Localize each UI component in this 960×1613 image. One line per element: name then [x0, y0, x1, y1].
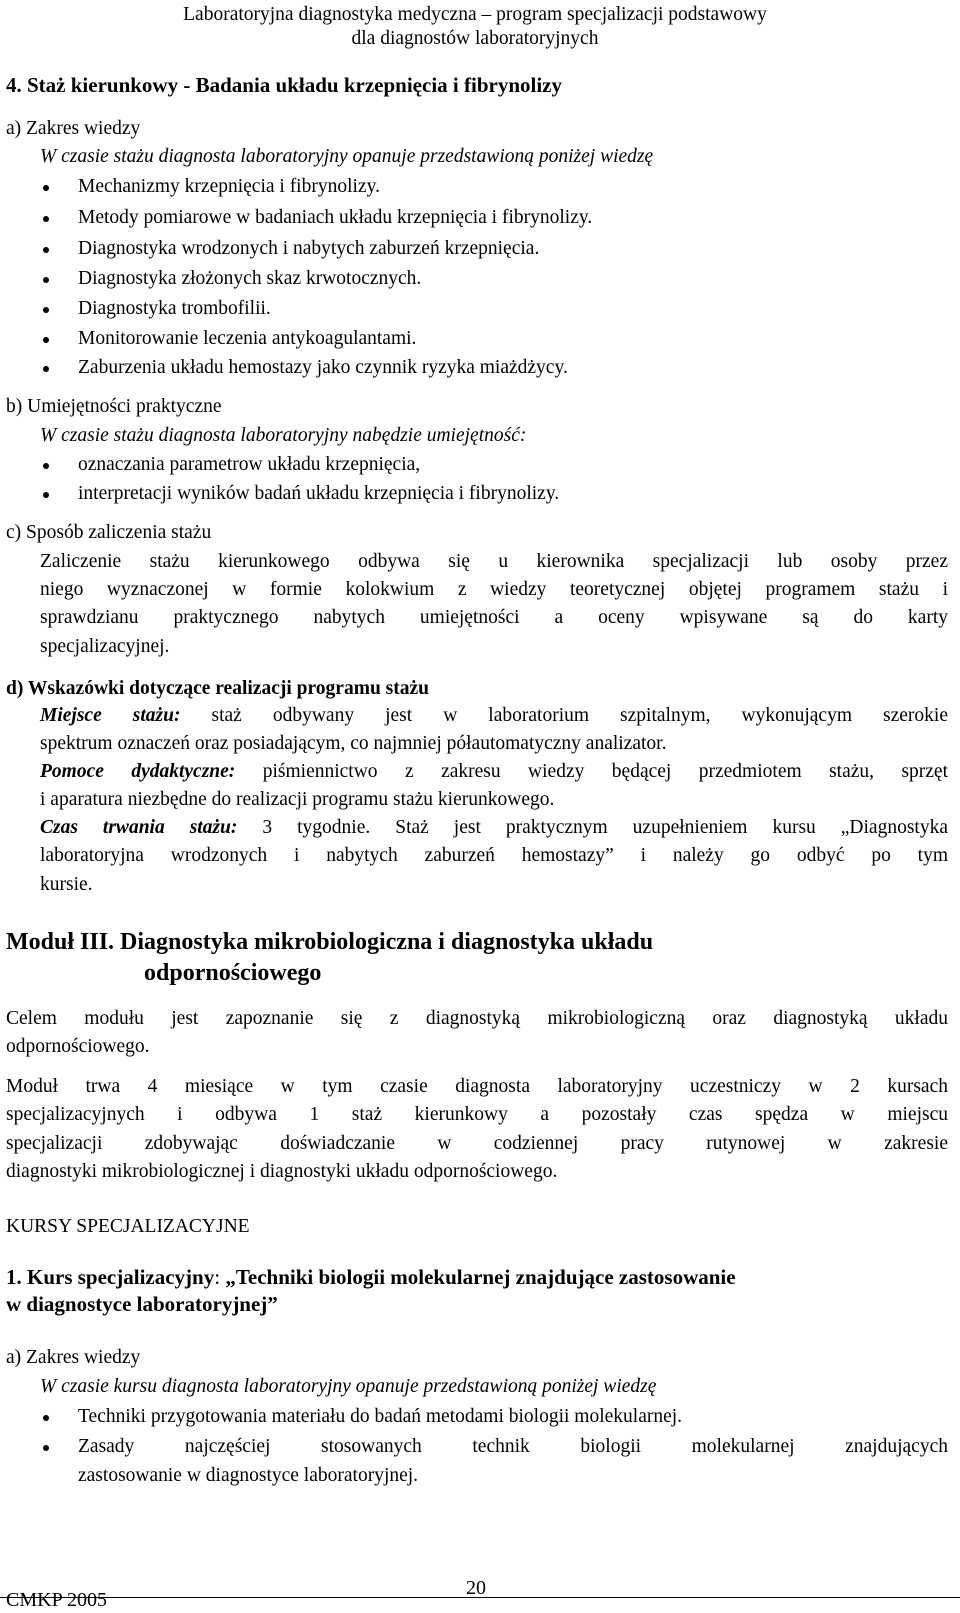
- course-intro-a: W czasie kursu diagnosta laboratoryjny opanuje przedstawioną poniżej wiedzę: [40, 1376, 657, 1397]
- place-text: staż odbywany jest w laboratorium szpitalnym, wykonującym szerokie: [211, 705, 948, 726]
- bullet-icon: [43, 236, 49, 253]
- place-line-1: [40, 703, 948, 729]
- list-item: Zaburzenia układu hemostazy jako czynnik ryzyka miażdżycy.: [78, 357, 568, 378]
- header-line-1: Laboratoryjna diagnostyka medyczna – program specjalizacji podstawowy: [183, 4, 767, 25]
- course-prefix: 1. Kurs specjalizacyjny: [6, 1265, 215, 1289]
- list-item: Diagnostyka wrodzonych i nabytych zaburzeń krzepnięcia.: [78, 238, 540, 259]
- bullet-icon: [43, 296, 49, 313]
- list-item: Diagnostyka złożonych skaz krwotocznych.: [78, 268, 422, 289]
- aids-label: Pomoce dydaktyczne:: [40, 761, 236, 782]
- bullet-icon: [43, 326, 49, 343]
- course-title-line-1: [6, 1264, 736, 1291]
- paragraph-line: niego wyznaczonej w formie kolokwium z wiedzy teoretycznej objętej programem stażu i: [40, 579, 948, 600]
- module-title-line-1: Moduł III. Diagnostyka mikrobiologiczna i diagnostyka układu: [6, 929, 654, 955]
- page-number: 20: [466, 1577, 486, 1599]
- list-item: interpretacji wyników badań układu krzepnięcia i fibrynolizy.: [78, 483, 560, 504]
- subheading-d: d) Wskazówki dotyczące realizacji programu stażu: [6, 678, 429, 699]
- list-item: Monitorowanie leczenia antykoagulantami.: [78, 328, 417, 349]
- course-title-line-2: w diagnostyce laboratoryjnej”: [6, 1292, 278, 1316]
- aids-line-2: i aparatura niezbędne do realizacji programu stażu kierunkowego.: [40, 789, 555, 810]
- module-intro-line-2: odpornościowego.: [6, 1036, 150, 1057]
- courses-heading: KURSY SPECJALIZACYJNE: [6, 1216, 250, 1237]
- intro-b: W czasie stażu diagnosta laboratoryjny nabędzie umiejętność:: [40, 425, 527, 446]
- time-line-2: laboratoryjna wrodzonych i nabytych zaburzeń hemostazy” i należy go odbyć po tym: [40, 845, 948, 866]
- list-item: Diagnostyka trombofilii.: [78, 298, 271, 319]
- bullet-icon: [43, 266, 49, 283]
- subheading-a: a) Zakres wiedzy: [6, 118, 141, 139]
- section-title: 4. Staż kierunkowy - Badania układu krzepnięcia i fibrynolizy: [6, 73, 562, 97]
- module-title: [6, 927, 653, 989]
- module-title-line-2: odpornościowego: [144, 960, 322, 986]
- list-item-continuation: zastosowanie w diagnostyce laboratoryjnej.: [78, 1465, 419, 1486]
- course-name-part-1: „Techniki biologii molekularnej znajdujące zastosowanie: [220, 1265, 736, 1289]
- aids-line-1: [40, 759, 948, 785]
- paragraph-line: specjalizacyjnych i odbywa 1 staż kierunkowy a pozostały czas spędza w miejscu: [6, 1104, 948, 1125]
- bullet-icon: [43, 481, 49, 498]
- intro-a: W czasie stażu diagnosta laboratoryjny opanuje przedstawioną poniżej wiedzę: [40, 146, 654, 167]
- subheading-b: b) Umiejętności praktyczne: [6, 396, 222, 417]
- paragraph-line: Moduł trwa 4 miesiące w tym czasie diagnosta laboratoryjny uczestniczy w 2 kursach: [6, 1076, 948, 1097]
- list-item: Techniki przygotowania materiału do badań metodami biologii molekularnej.: [78, 1406, 683, 1427]
- place-line-2: spektrum oznaczeń oraz posiadającym, co najmniej półautomatyczny analizator.: [40, 733, 667, 754]
- paragraph-line: Zaliczenie stażu kierunkowego odbywa się u kierownika specjalizacji lub osoby przez: [40, 551, 948, 572]
- list-item: Mechanizmy krzepnięcia i fibrynolizy.: [78, 176, 380, 197]
- time-line-3: kursie.: [40, 874, 93, 895]
- list-item: Metody pomiarowe w badaniach układu krzepnięcia i fibrynolizy.: [78, 207, 593, 228]
- paragraph-line: specjalizacyjnej.: [40, 636, 170, 657]
- bullet-icon: [43, 1404, 49, 1421]
- header-line-2: dla diagnostów laboratoryjnych: [351, 28, 599, 49]
- list-item: oznaczania parametrow układu krzepnięcia,: [78, 454, 421, 475]
- bullet-icon: [43, 174, 49, 191]
- time-label: Czas trwania stażu:: [40, 817, 238, 838]
- time-text: 3 tygodnie. Staż jest praktycznym uzupełnieniem kursu „Diagnostyka: [262, 817, 949, 838]
- module-intro-line-1: Celem modułu jest zapoznanie się z diagnostyką mikrobiologiczną oraz diagnostyką układu: [6, 1008, 948, 1029]
- time-line-1: [40, 815, 948, 841]
- paragraph-line: sprawdzianu praktycznego nabytych umiejętności a oceny wpisywane są do karty: [40, 607, 948, 628]
- aids-text: piśmiennictwo z zakresu wiedzy będącej przedmiotem stażu, sprzęt: [262, 761, 948, 782]
- paragraph-line: specjalizacji zdobywając doświadczanie w codziennej pracy rutynowej w zakresie: [6, 1133, 948, 1154]
- course-colon: :: [214, 1265, 221, 1289]
- running-header: [0, 3, 950, 51]
- course-title: [6, 1264, 736, 1318]
- bullet-icon: [43, 205, 49, 222]
- bullet-icon: [43, 452, 49, 469]
- bullet-icon: [43, 355, 49, 372]
- footer-label: CMKP 2005: [6, 1589, 107, 1611]
- bullet-icon: [43, 1434, 49, 1451]
- list-item: Zasady najczęściej stosowanych technik biologii molekularnej znajdujących: [78, 1436, 948, 1457]
- paragraph-line: diagnostyki mikrobiologicznej i diagnostyki układu odpornościowego.: [6, 1161, 558, 1182]
- subheading-c: c) Sposób zaliczenia stażu: [6, 522, 212, 543]
- place-label: Miejsce stażu:: [40, 705, 181, 726]
- course-subheading-a: a) Zakres wiedzy: [6, 1347, 141, 1368]
